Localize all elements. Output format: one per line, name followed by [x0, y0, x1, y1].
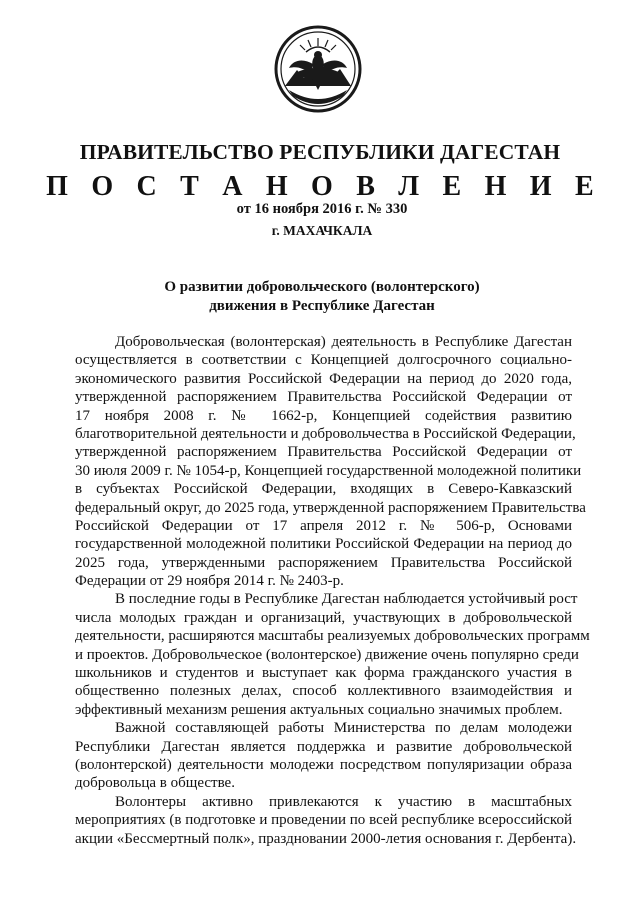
text-line: Республики Дагестан является поддержка и развитие добровольческой	[75, 738, 572, 755]
text-line: мероприятиях (в подготовке и проведении по всей республике всероссийской	[75, 812, 572, 829]
text-line: деятельности, расширяются масштабы реализуемых добровольческих программ	[75, 628, 590, 645]
text-line: 30 июля 2009 г. № 1054-р, Концепцией государственной молодежной политики	[75, 462, 582, 479]
text-line: Добровольческая (волонтерская) деятельность в Республике Дагестан	[115, 334, 572, 350]
text-line: числа молодых граждан и организаций, участвующих в добровольческой	[75, 609, 572, 626]
text-line: Федерации от 29 ноября 2014 г. № 2403-р.	[75, 573, 344, 590]
subject-line: О развитии добровольческого (волонтерского)	[164, 279, 480, 295]
document-body	[75, 333, 590, 848]
subject-line: движения в Республике Дагестан	[209, 298, 435, 314]
text-line: Волонтеры активно привлекаются к участию в масштабных	[115, 793, 572, 810]
text-line: добровольца в обществе.	[75, 775, 235, 792]
text-line: Важной составляющей работы Министерства по делам молодежи	[115, 720, 572, 737]
text-line: экономического развития Российской Федерации на период до 2020 года,	[75, 370, 572, 387]
text-line: благотворительной деятельности и добровольчества в Российской Федерации,	[75, 425, 576, 442]
text-line: 17 ноября 2008 г. № 1662-р, Концепцией содействия развитию	[75, 407, 572, 424]
paragraph	[75, 333, 586, 590]
text-line: осуществляется в соответствии с Концепцией долгосрочного социально-	[75, 352, 572, 369]
text-line: В последние годы в Республике Дагестан наблюдается устойчивый рост	[115, 591, 578, 608]
text-line: и проектов. Добровольческое (волонтерское) движение очень популярно среди	[75, 646, 579, 663]
text-line: эффективный механизм решения актуальных социально значимых проблем.	[75, 701, 563, 718]
text-line: федеральный округ, до 2025 года, утвержденной распоряжением Правительства	[75, 499, 586, 516]
text-line: утвержденной распоряжением Правительства Российской Федерации от	[75, 444, 572, 461]
document-date-number: от 16 ноября 2016 г. № 330	[236, 201, 408, 217]
coat-of-arms-icon	[273, 24, 363, 114]
paragraph	[75, 590, 590, 719]
text-line: утвержденной распоряжением Правительства Российской Федерации от	[75, 389, 572, 406]
government-title: ПРАВИТЕЛЬСТВО РЕСПУБЛИКИ ДАГЕСТАН	[79, 140, 561, 164]
document-type-title: П О С Т А Н О В Л Е Н И Е	[46, 171, 602, 202]
document-city: г. МАХАЧКАЛА	[271, 223, 373, 238]
text-line: Российской Федерации от 17 апреля 2012 г. № 506-р, Основами	[75, 517, 572, 534]
text-line: (волонтерской) деятельности молодежи посредством популяризации образа	[75, 756, 572, 773]
document-subject	[0, 278, 640, 316]
text-line: в субъектах Российской Федерации, входящих в Северо-Кавказский	[75, 481, 572, 498]
text-line: 2025 года, утвержденными распоряжением Правительства Российской	[75, 554, 572, 571]
paragraph	[75, 793, 577, 848]
text-line: государственной молодежной политики Российской Федерации на период до	[75, 536, 572, 553]
text-line: акции «Бессмертный полк», праздновании 2000-летия основания г. Дербента).	[75, 830, 577, 847]
text-line: общественно полезных делах, способ коллективного взаимодействия и	[75, 683, 572, 700]
paragraph	[75, 719, 572, 793]
text-line: школьников и студентов и выступает как форма гражданского участия в	[75, 665, 572, 682]
